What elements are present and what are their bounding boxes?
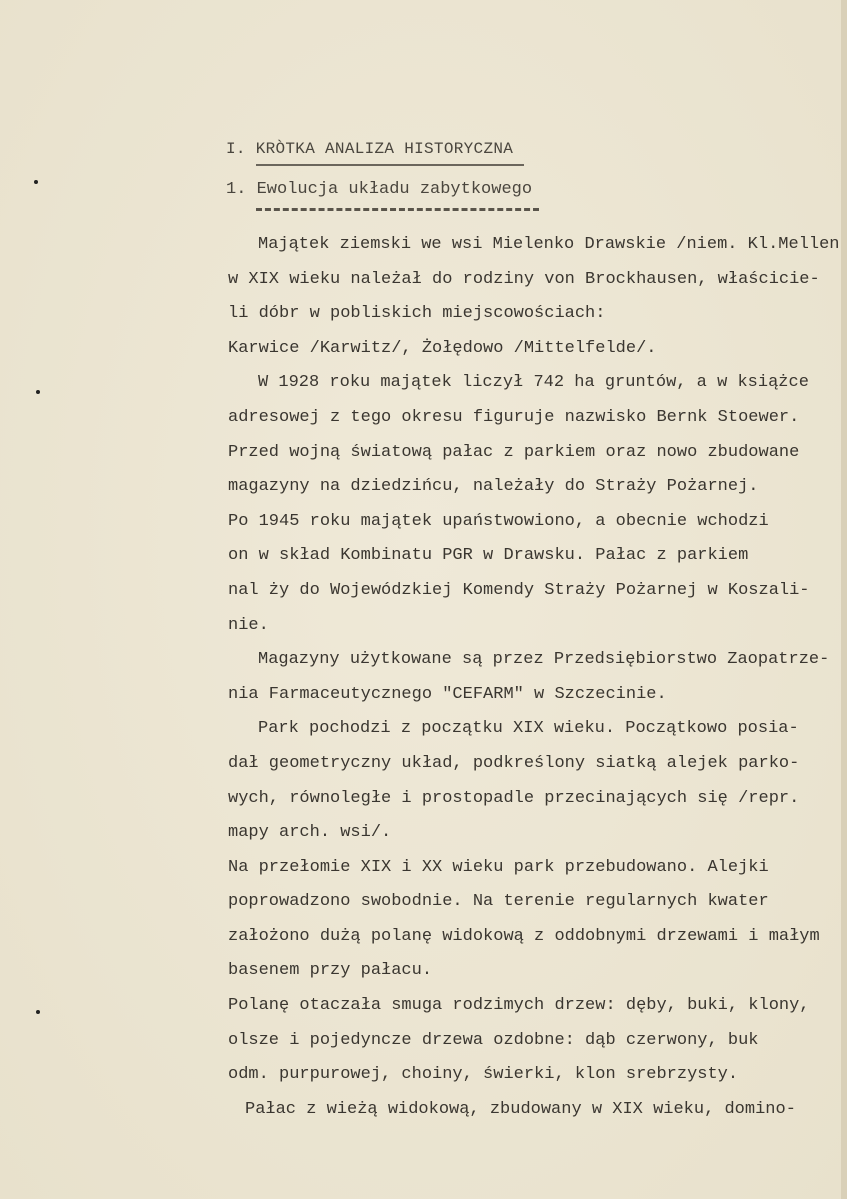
text-line: w XIX wieku należał do rodziny von Brockhausen, właścicie- [228,269,820,289]
text-line: on w skład Kombinatu PGR w Drawsku. Pałac z parkiem [228,546,749,566]
text-line: Majątek ziemski we wsi Mielenko Drawskie /niem. Kl.Mellen [258,235,840,254]
text-line: dał geometryczny układ, podkreślony siatką alejek parko- [228,753,800,773]
text-line: adresowej z tego okresu figuruje nazwisko Bernk Stoewer. [228,407,800,427]
text-line: Przed wojną światową pałac z parkiem oraz nowo zbudowane [228,442,800,462]
subsection-heading: 1. Ewolucja układu zabytkowego [226,180,533,199]
text-line: li dóbr w pobliskich miejscowościach: [228,304,606,324]
text-line: poprowadzono swobodnie. Na terenie regularnych kwater [228,892,769,912]
punch-mark [36,1010,40,1014]
text-line: Karwice /Karwitz/, Żołędowo /Mittelfelde/. [228,338,657,358]
body-text [228,228,847,1127]
text-line: Na przełomie XIX i XX wieku park przebudowano. Alejki [228,857,769,877]
section-title: I. KRÒTKA ANALIZA HISTORYCZNA [226,140,514,158]
text-line: Magazyny użytkowane są przez Przedsiębiorstwo Zaopatrze- [258,650,830,670]
text-line: basenem przy pałacu. [228,961,433,981]
text-line: Polanę otaczała smuga rodzimych drzew: dęby, buki, klony, [228,996,810,1016]
text-line: wych, równoległe i prostopadle przecinających się /repr. [228,788,800,808]
text-line: Po 1945 roku majątek upaństwowiono, a obecnie wchodzi [228,511,769,531]
punch-mark [34,180,38,184]
text-line: założono dużą polanę widokową z oddobnymi drzewami i małym [228,926,820,946]
text-line: nie. [228,615,269,635]
text-line: nal ży do Wojewódzkiej Komendy Straży Pożarnej w Koszali- [228,580,810,600]
text-line: Pałac z wieżą widokową, zbudowany w XIX wieku, domino- [245,1099,796,1119]
text-line: olsze i pojedyncze drzewa ozdobne: dąb czerwony, buk [228,1030,759,1050]
text-line: nia Farmaceutycznego "CEFARM" w Szczecinie. [228,684,667,704]
text-line: W 1928 roku majątek liczył 742 ha gruntów, a w książce [258,373,809,393]
text-line: odm. purpurowej, choiny, świerki, klon srebrzysty. [228,1065,739,1085]
section-title-underline [256,164,524,166]
text-line: magazyny na dziedzińcu, należały do Straży Pożarnej. [228,477,759,497]
text-line: Park pochodzi z początku XIX wieku. Początkowo posia- [258,719,799,739]
subsection-heading-underline [256,208,539,211]
text-line: mapy arch. wsi/. [228,823,392,843]
punch-mark [36,390,40,394]
